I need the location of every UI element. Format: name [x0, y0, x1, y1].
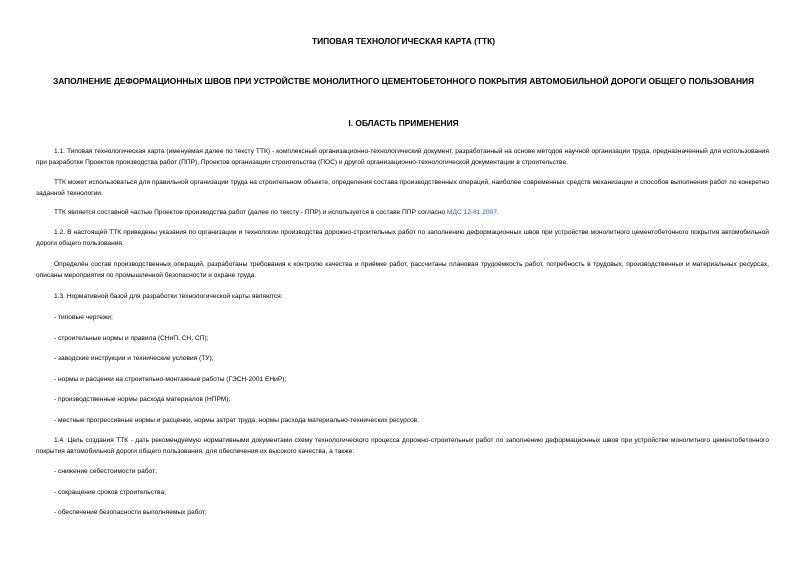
list-item: - заводские инструкции и технические условия (ТУ);	[54, 355, 214, 362]
document-subtitle: ЗАПОЛНЕНИЕ ДЕФОРМАЦИОННЫХ ШВОВ ПРИ УСТРОЙСТВЕ МОНОЛИТНОГО ЦЕМЕНТОБЕТОННОГО ПОКРЫТИЯ АВТОМОБИЛЬНОЙ ДОРОГИ ОБЩЕГО ПОЛЬЗОВАНИЯ	[52, 76, 755, 86]
list-item: - производственные нормы расхода материалов (НПРМ);	[54, 396, 231, 403]
paragraph-ttk-usage: ТТК может использоваться для правильной организации труда на строительном объекте, определения состава производственных операций, наиболее современных средств механизации и способов выполнения работ по конкретно заданной технологии.	[36, 179, 769, 197]
paragraph-1-3: 1.3. Нормативной базой для разработки технологической карты являются:	[54, 293, 283, 300]
paragraph-ttk-ppr-text: ТТК является составной частью Проектов производства работ (далее по тексту - ППР) и используется в составе ППР согласно	[54, 209, 446, 216]
paragraph-operations: Определён состав производственных операций, разработаны требования к контролю качества и приёмке работ, рассчитаны плановая трудоёмкость работ, потребность в трудовых, производственных и материальных ресурсах, описаны мероприятия по промышленной безопасности и охране труда.	[36, 261, 769, 279]
paragraph-ttk-ppr	[36, 208, 769, 219]
section-title: I. ОБЛАСТЬ ПРИМЕНЕНИЯ	[348, 118, 459, 128]
list-item: - снижение себестоимости работ;	[54, 468, 157, 475]
list-item: - обеспечение безопасности выполняемых работ;	[54, 509, 207, 516]
paragraph-1-4: 1.4. Цель создания ТТК - дать рекомендуемую нормативными документами схему технологического процесса дорожно-строительных работ по заполнению деформационных швов при устройстве монолитного цементобетонного покрытия автомобильной дороги общего пользования, для обеспечения их высокого качества, а также:	[36, 437, 769, 455]
paragraph-ttk-ppr-end: .	[496, 209, 499, 216]
document-title: ТИПОВАЯ ТЕХНОЛОГИЧЕСКАЯ КАРТА (ТТК)	[311, 36, 496, 46]
paragraph-1-2: 1.2. В настоящей ТТК приведены указания по организации и технологии производства дорожно-строительных работ по заполнению деформационных швов при устройстве монолитного цементобетонного покрытия автомобильной дороги общего пользования.	[36, 229, 769, 247]
list-item: - строительные нормы и правила (СНиП, СН, СП);	[54, 335, 209, 342]
list-item: - типовые чертежи;	[54, 314, 113, 321]
paragraph-1-1: 1.1. Типовая технологическая карта (именуемая далее по тексту ТТК) - комплексный организационно-технологический документ, разработанный на основе методов научной организации труда, предназначенный для использования при разработке Проектов производства работ (ППР), Проектов организации строительства (ПОС) и другой организационно-технологической документации в строительстве.	[36, 148, 769, 166]
list-item: - нормы и расценки на строительно-монтажные работы (ГЭСН-2001 ЕНиР);	[54, 376, 287, 383]
list-item: - местные прогрессивные нормы и расценки, нормы затрат труда, нормы расхода материально-технических ресурсов.	[54, 417, 420, 424]
mds-link[interactable]: МДС 12-81.2007	[447, 209, 497, 216]
list-item: - сокращение сроков строительства;	[54, 489, 166, 496]
